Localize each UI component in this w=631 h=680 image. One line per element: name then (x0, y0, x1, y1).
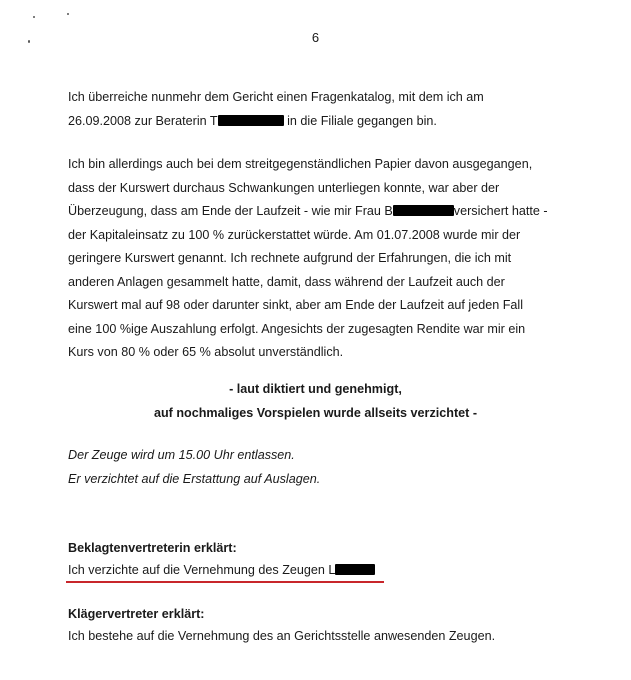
dictation-note (0, 378, 631, 425)
paragraph-line: eine 100 %ige Auszahlung erfolgt. Angesichts der zugesagten Rendite war mir ein (68, 321, 526, 336)
paragraph-line: anderen Anlagen gesammelt hatte, damit, dass während der Laufzeit auch der (68, 274, 505, 289)
paragraph-line: der Kapitaleinsatz zu 100 % zurückerstattet würde. Am 01.07.2008 wurde mir der (68, 227, 521, 242)
redaction-bar (393, 205, 454, 216)
redaction-bar (218, 115, 284, 126)
scan-speck (33, 16, 35, 18)
defendant-text (68, 563, 375, 577)
paragraph-line: Ich überreiche nunmehr dem Gericht einen Fragenkatalog, mit dem ich am (68, 90, 484, 104)
redaction-bar (335, 564, 375, 575)
paragraph-line: Kurs von 80 % oder 65 % absolut unverständlich. (68, 345, 344, 359)
scan-speck (67, 13, 69, 15)
witness-line: Der Zeuge wird um 15.00 Uhr entlassen. (68, 448, 295, 462)
paragraph-line (68, 200, 588, 224)
paragraph-line: geringere Kurswert genannt. Ich rechnete aufgrund der Erfahrungen, die ich mit (68, 251, 512, 265)
paragraph-line: Ich bin allerdings auch bei dem streitgegenständlichen Papier davon ausgegangen, (68, 157, 533, 171)
red-underline (66, 581, 384, 583)
paragraph-line: Kurswert mal auf 98 oder darunter sinkt, aber am Ende der Laufzeit auf jeden Fall (68, 298, 524, 312)
paragraph-line (68, 110, 588, 134)
paragraph-text: Überzeugung, dass am Ende der Laufzeit - wie mir Frau B (68, 204, 393, 218)
paragraph-statement (68, 153, 588, 365)
page-number: 6 (311, 30, 320, 45)
paragraph-text: 26.09.2008 zur Beraterin T (68, 113, 218, 128)
witness-line: Er verzichtet auf die Erstattung auf Auslagen. (68, 471, 321, 486)
paragraph-line: dass der Kurswert durchaus Schwankungen unterliegen konnte, war aber der (68, 180, 500, 195)
plaintiff-heading: Klägervertreter erklärt: (68, 607, 205, 621)
defendant-heading: Beklagtenvertreterin erklärt: (68, 541, 237, 555)
dictation-line: auf nochmaliges Vorspielen wurde allseits verzichtet - (153, 405, 478, 420)
witness-note (68, 444, 588, 491)
dictation-line: - laut diktiert und genehmigt, (229, 382, 402, 396)
paragraph-text: versichert hatte - (453, 204, 548, 218)
plaintiff-text: Ich bestehe auf die Vernehmung des an Gerichtsstelle anwesenden Zeugen. (68, 629, 496, 643)
paragraph-questionnaire (68, 86, 588, 133)
paragraph-text: in die Filiale gegangen bin. (283, 113, 437, 128)
defendant-text-content: Ich verzichte auf die Vernehmung des Zeugen L (68, 563, 336, 577)
